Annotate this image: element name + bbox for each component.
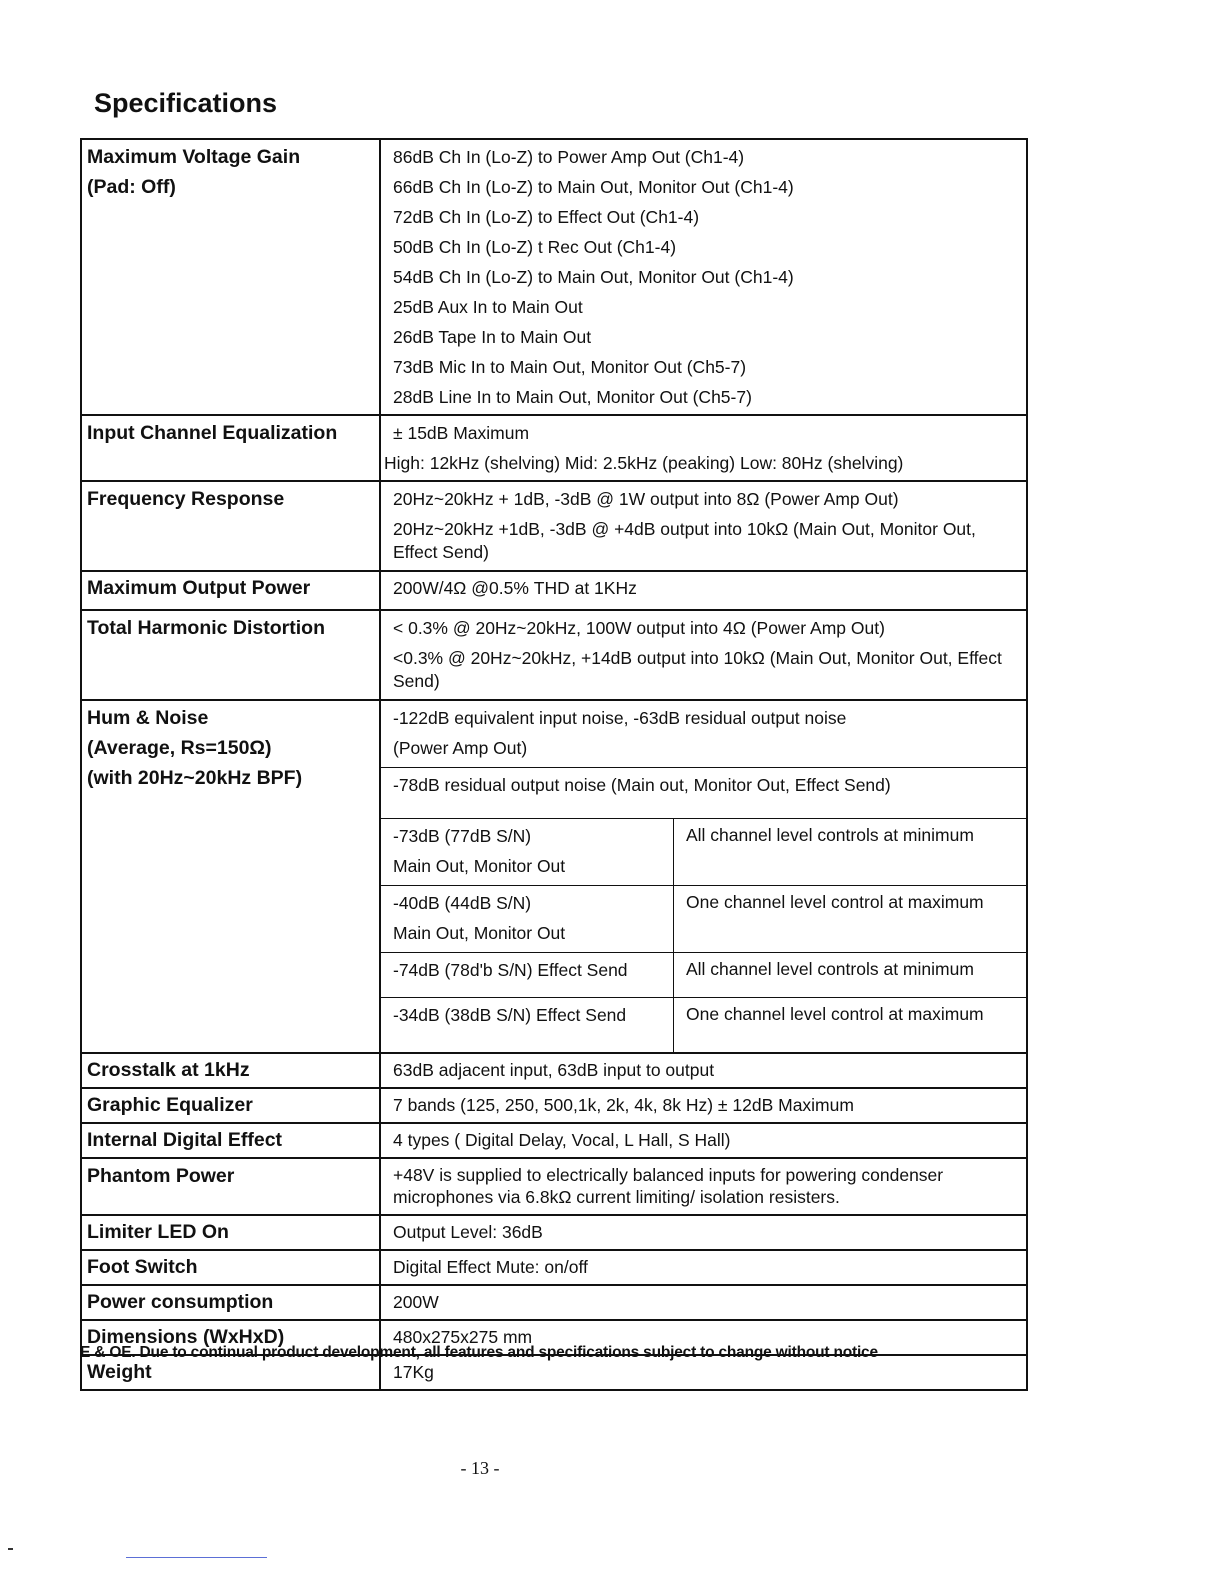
value-line: <0.3% @ 20Hz~20kHz, +14dB output into 10kΩ (Main Out, Monitor Out, Effect Send) [393,648,1002,691]
value-line: ± 15dB Maximum [393,423,530,443]
value-line: 26dB Tape In to Main Out [393,327,592,347]
value-line: 7 bands (125, 250, 500,1k, 2k, 4k, 8k Hz) ± 12dB Maximum [393,1095,854,1115]
value-line: -74dB (78d'b S/N) Effect Send [393,960,628,980]
row-label [81,1285,380,1320]
noise-level [381,886,674,953]
label-line: Power consumption [87,1291,274,1313]
noise-power-amp [381,701,1026,768]
row-label [81,139,380,415]
value-line: (Power Amp Out) [393,738,528,758]
table-row [81,700,1027,1053]
value-line: 28dB Line In to Main Out, Monitor Out (Ch5-7) [393,387,752,407]
table-row [81,571,1027,610]
row-label [81,700,380,1053]
row-value [380,1123,1027,1158]
row-value [380,1285,1027,1320]
noise-level [381,953,674,998]
row-label [81,610,380,700]
row-label [81,415,380,481]
table-row [381,953,1026,998]
label-line: Input Channel Equalization [87,422,338,444]
scan-mark [8,1548,13,1550]
value-line: Digital Effect Mute: on/off [393,1257,588,1277]
row-value [380,1158,1027,1215]
table-row [81,415,1027,481]
value-line: 480x275x275 mm [393,1327,533,1347]
value-line: 72dB Ch In (Lo-Z) to Effect Out (Ch1-4) [393,207,700,227]
noise-condition [674,819,1027,886]
row-label [81,1053,380,1088]
value-line: 73dB Mic In to Main Out, Monitor Out (Ch5-7) [393,357,747,377]
table-row [81,139,1027,415]
table-row [381,998,1026,1053]
noise-main-out [381,768,1026,818]
noise-condition [674,886,1027,953]
noise-condition [674,953,1027,998]
table-row [81,1158,1027,1215]
page-number: - 13 - [460,1458,500,1478]
row-label [81,1088,380,1123]
row-value [380,1250,1027,1285]
table-row [81,610,1027,700]
label-line: Phantom Power [87,1165,235,1187]
table-row [81,481,1027,571]
value-line: 4 types ( Digital Delay, Vocal, L Hall, S Hall) [393,1130,731,1150]
value-line: +48V is supplied to electrically balanced inputs for powering condenser microphones via 6.8kΩ current limiting/ isolation resisters. [393,1165,944,1207]
value-line: Main Out, Monitor Out [393,856,566,876]
noise-condition [674,998,1027,1053]
row-value [380,139,1027,415]
value-line: 25dB Aux In to Main Out [393,297,583,317]
value-line: -78dB residual output noise (Main out, Monitor Out, Effect Send) [393,775,891,795]
label-line: (with 20Hz~20kHz BPF) [87,767,303,789]
value-line: Output Level: 36dB [393,1222,543,1242]
value-line: 66dB Ch In (Lo-Z) to Main Out, Monitor Out (Ch1-4) [393,177,794,197]
row-value [380,1215,1027,1250]
specifications-table [80,138,1028,1391]
value-line: All channel level controls at minimum [686,825,974,845]
row-value [380,700,1027,1053]
row-value [380,1088,1027,1123]
footnote: E & OE. Due to continual product development, all features and specifications subject to change without notice [80,1344,878,1361]
table-row [81,1250,1027,1285]
value-line: All channel level controls at minimum [686,959,974,979]
value-line: Main Out, Monitor Out [393,923,566,943]
table-row [81,1053,1027,1088]
label-line: Frequency Response [87,488,285,510]
row-value [380,1053,1027,1088]
label-line: Total Harmonic Distortion [87,617,325,639]
value-line: 50dB Ch In (Lo-Z) t Rec Out (Ch1-4) [393,237,677,257]
value-line: High: 12kHz (shelving) Mid: 2.5kHz (peaking) Low: 80Hz (shelving) [384,453,904,473]
label-line: Crosstalk at 1kHz [87,1059,250,1081]
label-line: Dimensions (WxHxD) [87,1326,285,1348]
value-line: 20Hz~20kHz +1dB, -3dB @ +4dB output into 10kΩ (Main Out, Monitor Out, Effect Send) [393,519,976,562]
table-row [81,1215,1027,1250]
table-row [381,886,1026,953]
row-value [380,481,1027,571]
label-line: Internal Digital Effect [87,1129,283,1151]
label-line: Maximum Output Power [87,577,311,599]
row-label [81,571,380,610]
value-line: 200W [393,1292,439,1312]
value-line: 86dB Ch In (Lo-Z) to Power Amp Out (Ch1-4) [393,147,745,167]
label-line: Graphic Equalizer [87,1094,253,1116]
value-line: < 0.3% @ 20Hz~20kHz, 100W output into 4Ω (Power Amp Out) [393,618,885,638]
value-line: 54dB Ch In (Lo-Z) to Main Out, Monitor Out (Ch1-4) [393,267,794,287]
row-value [380,610,1027,700]
row-value [380,571,1027,610]
value-line: 20Hz~20kHz + 1dB, -3dB @ 1W output into 8Ω (Power Amp Out) [393,489,899,509]
label-line: (Average, Rs=150Ω) [87,737,272,759]
value-line: -73dB (77dB S/N) [393,826,532,846]
row-label [81,1250,380,1285]
noise-level [381,819,674,886]
row-label [81,1123,380,1158]
label-line: Foot Switch [87,1256,198,1278]
table-row [81,1285,1027,1320]
value-line: 200W/4Ω @0.5% THD at 1KHz [393,578,637,598]
page-title: Specifications [94,88,278,118]
noise-subtable [381,818,1026,1052]
value-line: One channel level control at maximum [686,1004,984,1024]
row-label [81,481,380,571]
table-row [81,1088,1027,1123]
label-line: Limiter LED On [87,1221,229,1243]
row-label [81,1158,380,1215]
value-line: 17Kg [393,1362,434,1382]
value-line: 63dB adjacent input, 63dB input to output [393,1060,715,1080]
label-line: (Pad: Off) [87,176,176,198]
value-line: -40dB (44dB S/N) [393,893,532,913]
table-row [81,1123,1027,1158]
label-line: Maximum Voltage Gain [87,146,301,168]
value-line: -34dB (38dB S/N) Effect Send [393,1005,627,1025]
label-line: Hum & Noise [87,707,209,729]
bottom-divider [126,1557,267,1558]
table-row [381,819,1026,886]
label-line: Weight [87,1361,152,1383]
row-value [380,415,1027,481]
value-line: -122dB equivalent input noise, -63dB residual output noise [393,708,847,728]
row-label [81,1215,380,1250]
noise-level [381,998,674,1053]
value-line: One channel level control at maximum [686,892,984,912]
